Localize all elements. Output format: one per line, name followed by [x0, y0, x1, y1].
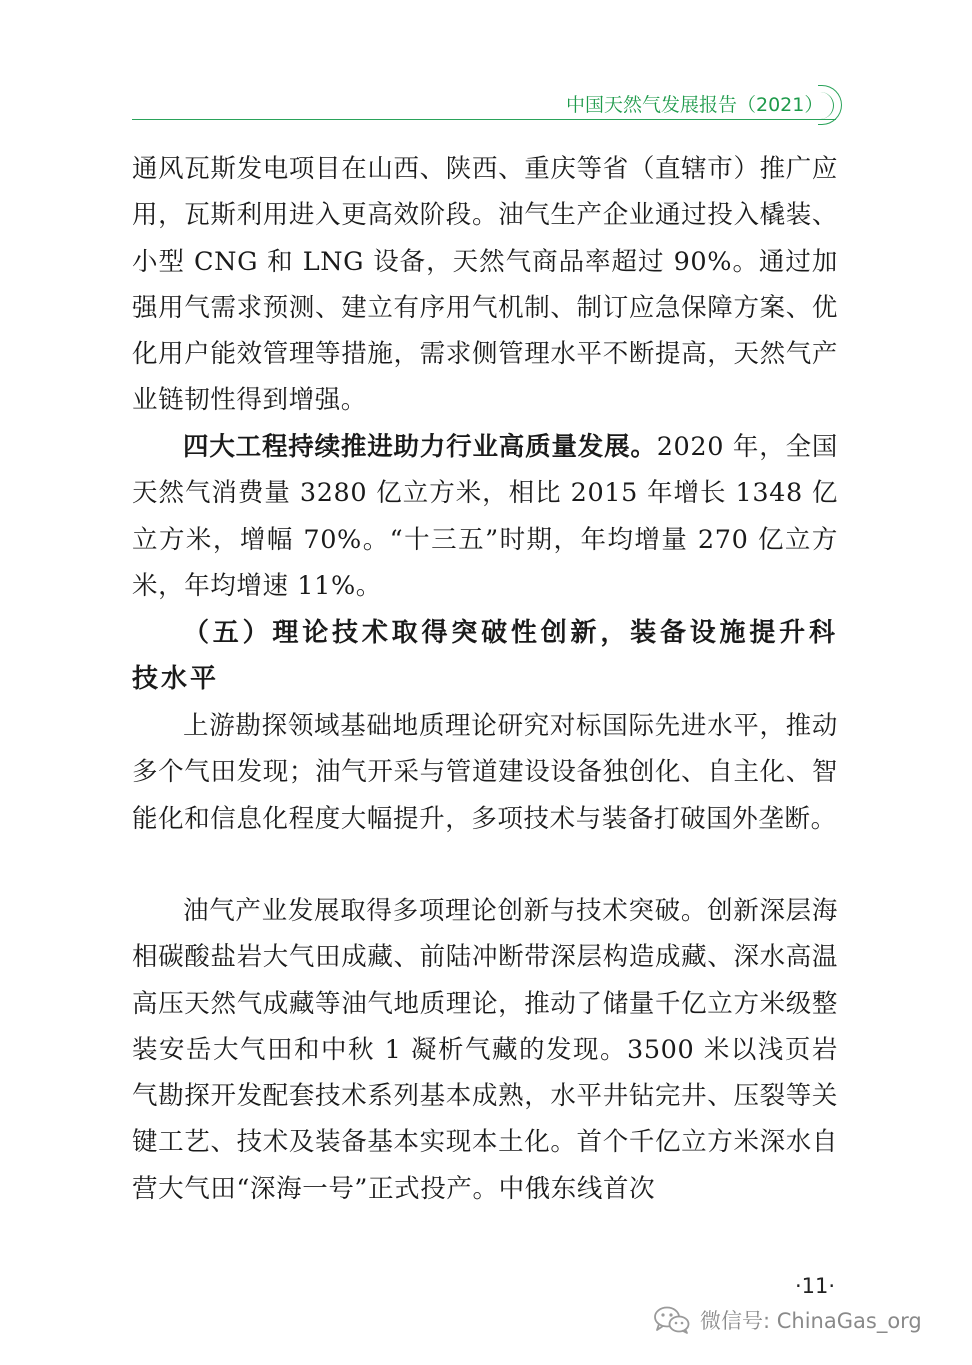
paragraph-2-body: 2020 年，全国天然气消费量 3280 亿立方米，相比 2015 年增长 1348 亿立方米，增幅 70%。“十三五”时期，年均增量 270 亿立方米，年均增速 11%。 [132, 432, 838, 601]
page-number: ·11· [795, 1274, 836, 1298]
wechat-watermark [652, 1305, 922, 1335]
paragraph-4: 油气产业发展取得多项理论创新与技术突破。创新深层海相碳酸盐岩大气田成藏、前陆冲断带深层构造成藏、深水高温高压天然气成藏等油气地质理论，推动了储量千亿立方米级整装安岳大气田和中秋 1 凝析气藏的发现。3500 米以浅页岩气勘探开发配套技术系列基本成熟，水平井钻完井、压裂等关键工艺、技术及装备基本实现本土化。首个千亿立方米深水自营大气田“深海一号”正式投产。中俄东线首次 [132, 896, 838, 1204]
running-header-title: 中国天然气发展报告（2021） [566, 94, 824, 116]
paragraph-2-lead: 四大工程持续推进助力行业高质量发展。 [183, 432, 657, 462]
paragraph-1: 通风瓦斯发电项目在山西、陕西、重庆等省（直辖市）推广应用，瓦斯利用进入更高效阶段。油气生产企业通过投入橇装、小型 CNG 和 LNG 设备，天然气商品率超过 90%。通过加强用气需求预测、建立有序用气机制、制订应急保障方案、优化用户能效管理等措施，需求侧管理水平不断提高，天然气产业链韧性得到增强。 [132, 154, 838, 416]
paragraph-3: 上游勘探领域基础地质理论研究对标国际先进水平，推动多个气田发现；油气开采与管道建设设备独创化、自主化、智能化和信息化程度大幅提升，多项技术与装备打破国外垄断。 [132, 711, 838, 834]
paragraph-2 [132, 424, 838, 609]
header-divider [132, 119, 836, 120]
section-heading: （五）理论技术取得突破性创新，装备设施提升科技水平 [132, 618, 838, 695]
watermark-text: 微信号: ChinaGas_org [700, 1309, 922, 1333]
wechat-icon [652, 1305, 692, 1335]
